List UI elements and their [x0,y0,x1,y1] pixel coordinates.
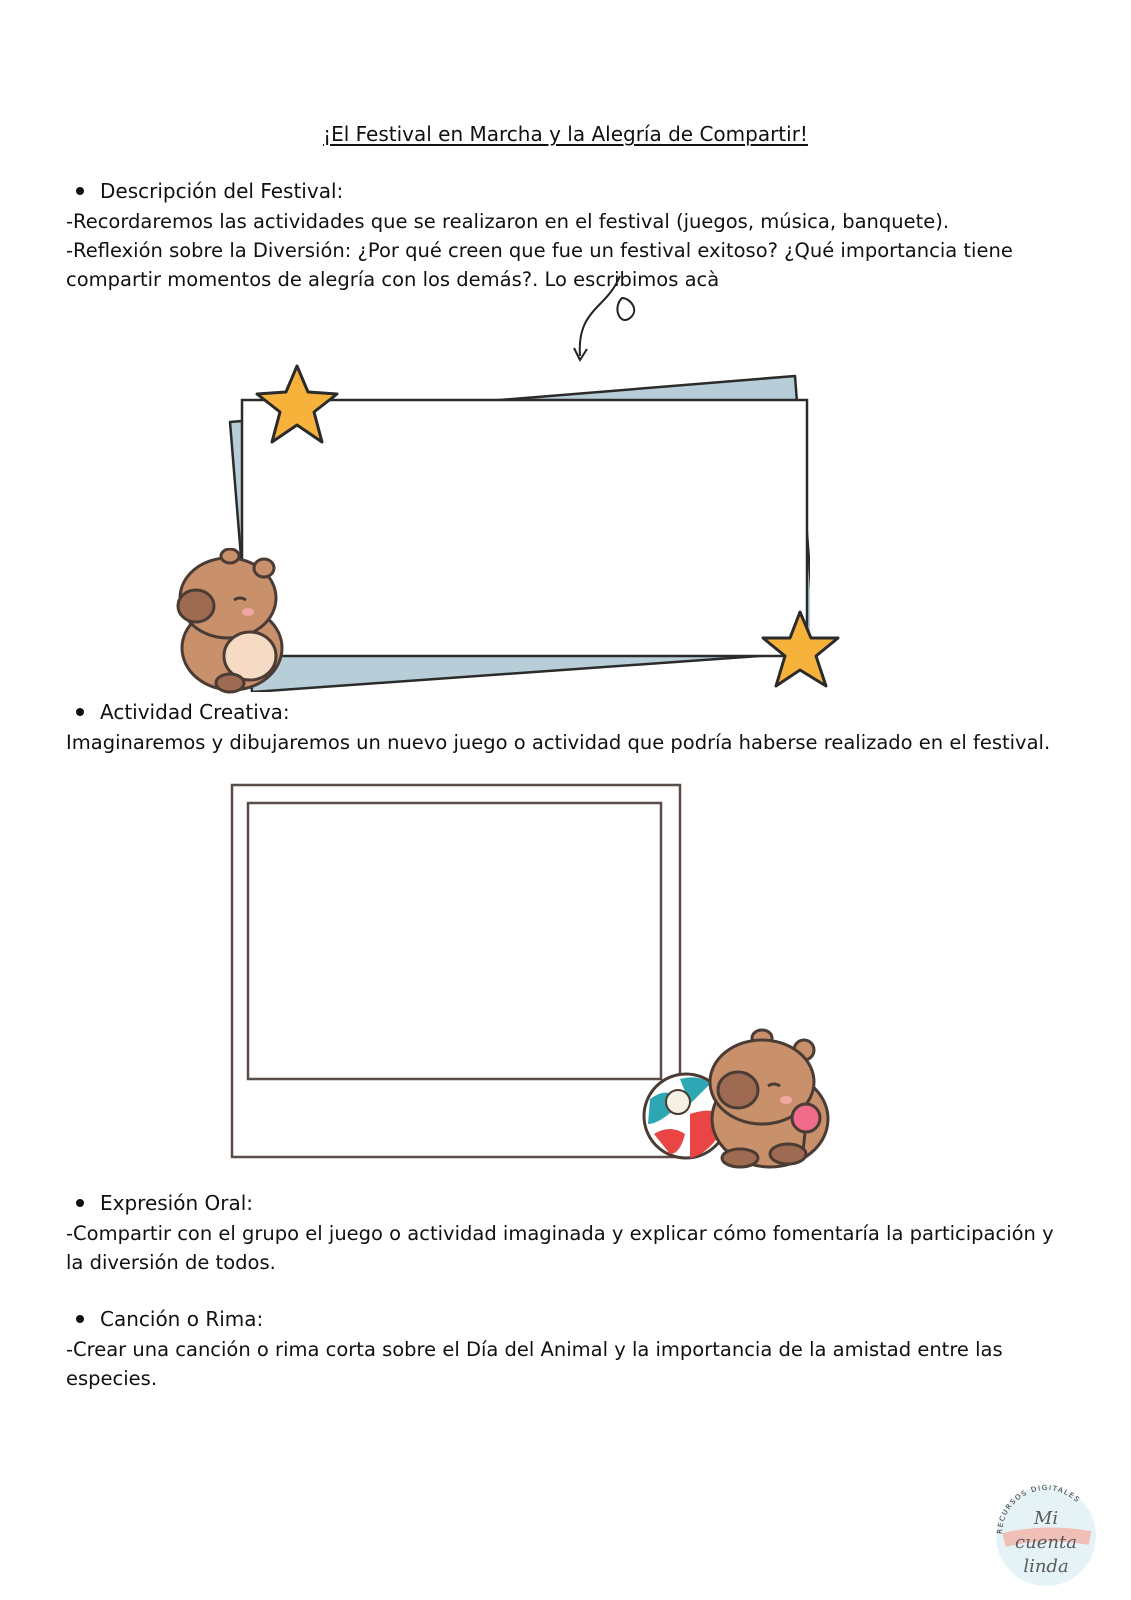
section-text-actividad [66,728,1066,757]
section-text-cancion [66,1335,1066,1393]
page-title: ¡El Festival en Marcha y la Alegría de Compartir! [323,122,808,146]
logo-stamp [990,1478,1102,1590]
heading-text: Actividad Creativa: [100,700,290,724]
logo-line-3: linda [1023,1556,1069,1577]
star-icon [252,360,342,450]
text-line: -Recordaremos las actividades que se realizaron en el festival (juegos, música, banquete). [66,210,950,233]
text-line: especies. [66,1367,158,1390]
text-line: -Reflexión sobre la Diversión: ¿Por qué creen que fue un festival exitoso? ¿Qué importancia tiene [66,239,1013,262]
logo-line-2: cuenta [1015,1532,1077,1553]
bullet-dot [76,187,84,195]
text-line: la diversión de todos. [66,1251,276,1274]
section-heading-descripcion [76,179,343,203]
star-icon [758,606,848,696]
bullet-dot [76,1199,84,1207]
capybara-with-ball-icon [640,1024,840,1174]
text-line: -Crear una canción o rima corta sobre el Día del Animal y la importancia de la amistad entre las [66,1338,1003,1361]
bullet-dot [76,708,84,716]
heading-text: Descripción del Festival: [100,179,344,203]
section-heading-expresion [76,1191,253,1215]
section-text-expresion [66,1219,1066,1277]
section-heading-cancion [76,1307,263,1331]
logo-arc-text: RECURSOS DIGITALES [995,1483,1082,1535]
text-line: compartir momentos de alegría con los demás?. Lo escribimos acà [66,268,720,291]
curved-arrow-icon [560,268,680,368]
bullet-dot [76,1315,84,1323]
logo-line-1: Mi [1033,1508,1059,1529]
heading-text: Canción o Rima: [100,1307,264,1331]
section-heading-actividad [76,700,290,724]
drawing-frame [230,782,690,1162]
capybara-icon [170,548,290,698]
heading-text: Expresión Oral: [100,1191,254,1215]
text-line: Imaginaremos y dibujaremos un nuevo juego o actividad que podría haberse realizado en el festival. [66,731,1051,754]
text-line: -Compartir con el grupo el juego o actividad imaginada y explicar cómo fomentaría la participación y [66,1222,1054,1245]
